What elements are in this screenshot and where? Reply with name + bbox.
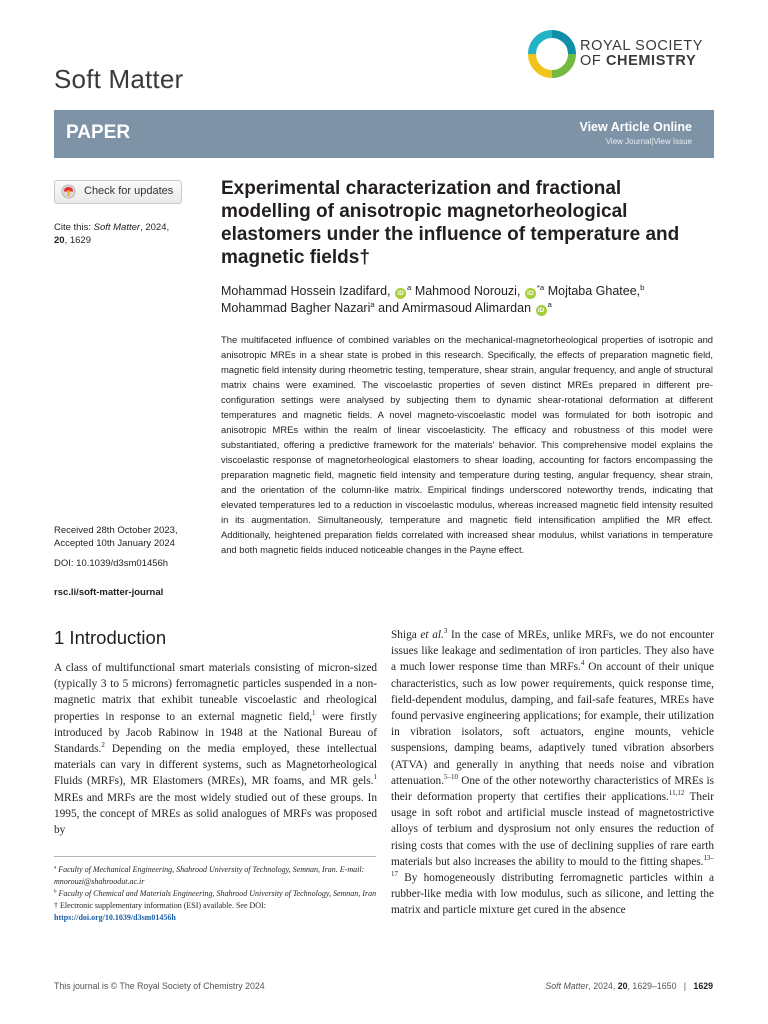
footer-citation [545,981,713,991]
body-text: Shiga [391,629,421,641]
citation-ref[interactable]: 2 [101,741,105,750]
citation-ref[interactable]: 1 [373,773,377,782]
body-text: A class of multifunctional smart materials consisting of micron-sized (typically 3 to 5 microns) ferromagnetic particles suspended in a non-magnetic matrix that exhibit tuneable viscoelastic and rheological properties in response to an external magnetic field, [54,662,377,723]
authors-and: and [374,301,402,315]
citation-ref[interactable]: 4 [580,659,585,668]
footnote-esi [54,900,378,924]
view-links-separator: | [651,137,654,146]
body-column-right [391,627,714,919]
footer-pages: , 1629–1650 [627,981,677,991]
author-name[interactable]: Mohammad Hossein Izadifard, [221,284,391,298]
author-affiliation: a [547,299,552,309]
footnote-a-text: Faculty of Mechanical Engineering, Shahrood University of Technology, Semnan, Iran. E-mail: mnorouzi@shahroodut.ac.ir [54,865,365,886]
body-text: MREs and MRFs are the most widely studied out of these groups. In 1995, the concept of MREs as solid analogues of MRFs was proposed by [54,791,377,837]
view-issue-link[interactable]: View Issue [653,137,692,146]
cite-journal: Soft Matter [93,222,141,233]
author-list [221,283,701,317]
view-article-online-link[interactable]: View Article Online [579,120,692,134]
orcid-icon[interactable]: iD [395,288,406,299]
rsc-line-2-pre: OF [580,53,606,69]
author-name[interactable]: Mahmood Norouzi, [414,284,521,298]
body-column-left [54,660,377,838]
body-text: On account of their unique characteristics, such as low power requirements, quick response time, field-dependent modulus, damping, and fail-safe features, MREs have found pervasive engineering applications; for example, their utilization in vibration isolators, soft actuators, engine mounts, vehicle suspensions, damping beams, adaptively tuned vibration absorbers (ATVA) and generally in anything that needs noise and vibration attenuation. [391,661,714,787]
view-links [606,137,692,146]
author-affiliation: b [640,282,645,292]
footnote-esi-text: † Electronic supplementary information (ESI) available. See DOI: [54,901,266,910]
accepted-date: Accepted 10th January 2024 [54,538,175,549]
check-for-updates-button[interactable] [54,180,182,204]
footnote-b [54,888,378,900]
citation-ref[interactable]: 5–10 [444,773,459,782]
article-type-label: PAPER [66,122,131,143]
author-name[interactable]: Amirmasoud Alimardan [401,301,532,315]
rsc-line-1: ROYAL SOCIETY [580,38,704,54]
citation-ref[interactable]: 11,12 [668,789,685,798]
doi-text[interactable]: DOI: 10.1039/d3sm01456h [54,558,169,569]
rsc-line-2-bold: CHEMISTRY [605,53,697,69]
section-heading: 1 Introduction [54,627,167,648]
body-text: One of the other noteworthy characteristics of MREs is their deformation property that certifies their applications. [391,774,714,804]
body-text: were firstly introduced by Jacob Rabinow in 1948 at the National Bureau of Standards. [54,710,377,756]
footnote-b-text: Faculty of Chemical and Materials Engineering, Shahrood University of Technology, Semnan, Iran [58,889,377,898]
dates-block [54,524,204,550]
body-text: et al. [420,629,444,641]
rsc-line-2 [580,54,703,69]
footnote-mark: b [54,889,57,895]
cite-prefix: Cite this: [54,222,94,233]
footer-volume: 20 [617,981,628,991]
check-for-updates-label: Check for updates [84,185,174,197]
body-text: Their usage in soft robot and artificial muscle instead of magnetostrictive alloys of terbium and dysprosium not only ensures the reduction of rising costs that comes with the use of declining supplies of rare earth materials but also increases the ability to mould to the fitting shapes. [391,791,714,868]
footer-year: , 2024, [588,981,618,991]
footnote-divider [54,856,376,857]
abstract: The multifaceted influence of combined variables on the mechanical-magnetorheological properties of isotropic and anisotropic MREs in a shear state is probed in this research. Specifically, the effects of preparation magnetic field, magnetic field intensity during rheometric testing, temperature, shear strain, angular frequency, and angle of structural matrix chains were examined. The viscoelastic properties of seven distinct MREs prepared in different pre-configuration settings were analysed by subjecting them to dynamic shear-rotational deformation at different temperatures and magnetic fields. A novel magneto-viscoelastic model was formulated for both isotropic and anisotropic MREs within the realm of linear viscoelasticity. The efficacy and robustness of this model were substantiated, offering a predictive framework for the materials' behavior. This comprehensive model explains the viscoelastic response of magnetorheological elastomers to shear loading, accounting for factors encompassing the preparation magnetic field, magnetic field intensity and temperature during testing, angular frequency, shear strain, and the orientation of the column-like matrix. Empirical findings underscored noteworthy trends, indicating that elevated temperatures led to a reduction in viscoelastic modulus, whereas increased magnetic field intensity resulted in its augmentation. Simultaneously, temperature and magnetic field intensification amplified the MR effect. Additionally, heightened preparation fields correlated with increased shear modulus, whilst variations in temperature and both magnetic fields induced noticeable changes in the Payne effect. [221,334,713,555]
footnote-a [54,864,378,888]
author-affiliation: a [370,299,375,309]
footer-journal: Soft Matter [545,981,589,991]
author-name[interactable]: Mohammad Bagher Nazari [221,301,371,315]
body-text: In the case of MREs, unlike MRFs, we do not encounter issues like leakage and sedimentation of iron particles. They also have a much lower response time than MRFs. [391,629,714,674]
rsc-logo[interactable] [528,30,718,80]
body-text: By homogeneously distributing ferromagnetic particles within a rubber-like media with low modulus, such as silicone, and letting the matrix and particle mixture get cured in the absence [391,872,714,917]
citation-ref[interactable]: 1 [312,708,316,717]
author-affiliation: *a [536,282,545,292]
cite-year: , 2024, [140,222,170,233]
view-journal-link[interactable]: View Journal [605,137,652,146]
footer-copyright: This journal is © The Royal Society of Chemistry 2024 [54,981,265,991]
citation-block [54,221,184,247]
author-affiliation: a [407,282,412,292]
authors-line-2 [221,300,701,317]
updates-icon [61,184,76,199]
article-type-bar [54,110,714,158]
author-name[interactable]: Mojtaba Ghatee, [547,284,641,298]
footer-separator: | [676,981,694,991]
rsc-logo-icon [528,30,576,78]
authors-line-1 [221,283,701,300]
footnotes [54,864,378,924]
footnote-mark: a [54,865,57,871]
citation-ref[interactable]: 3 [443,627,448,636]
rsc-wordmark [580,39,703,69]
orcid-icon[interactable]: iD [536,305,547,316]
received-date: Received 28th October 2023, [54,525,178,536]
journal-name: Soft Matter [54,64,184,94]
citation-ref[interactable]: 13–17 [391,854,714,879]
orcid-icon[interactable]: iD [525,288,536,299]
article-title: Experimental characterization and fractional modelling of anisotropic magnetorheological elastomers under the influence of temperature and magnetic fields† [221,178,680,268]
body-text: Depending on the media employed, these intellectual materials can vary in different systems, such as Magnetorheological Fluids (MRFs), MR Elastomers (MREs), MR foams, and MR gels. [54,743,377,788]
cite-volume: 20 [54,235,65,246]
esi-doi-link[interactable]: https://doi.org/10.1039/d3sm01456h [54,913,176,922]
cite-pages: , 1629 [64,235,91,246]
page-number: 1629 [693,981,713,991]
journal-url-link[interactable]: rsc.li/soft-matter-journal [54,587,164,598]
